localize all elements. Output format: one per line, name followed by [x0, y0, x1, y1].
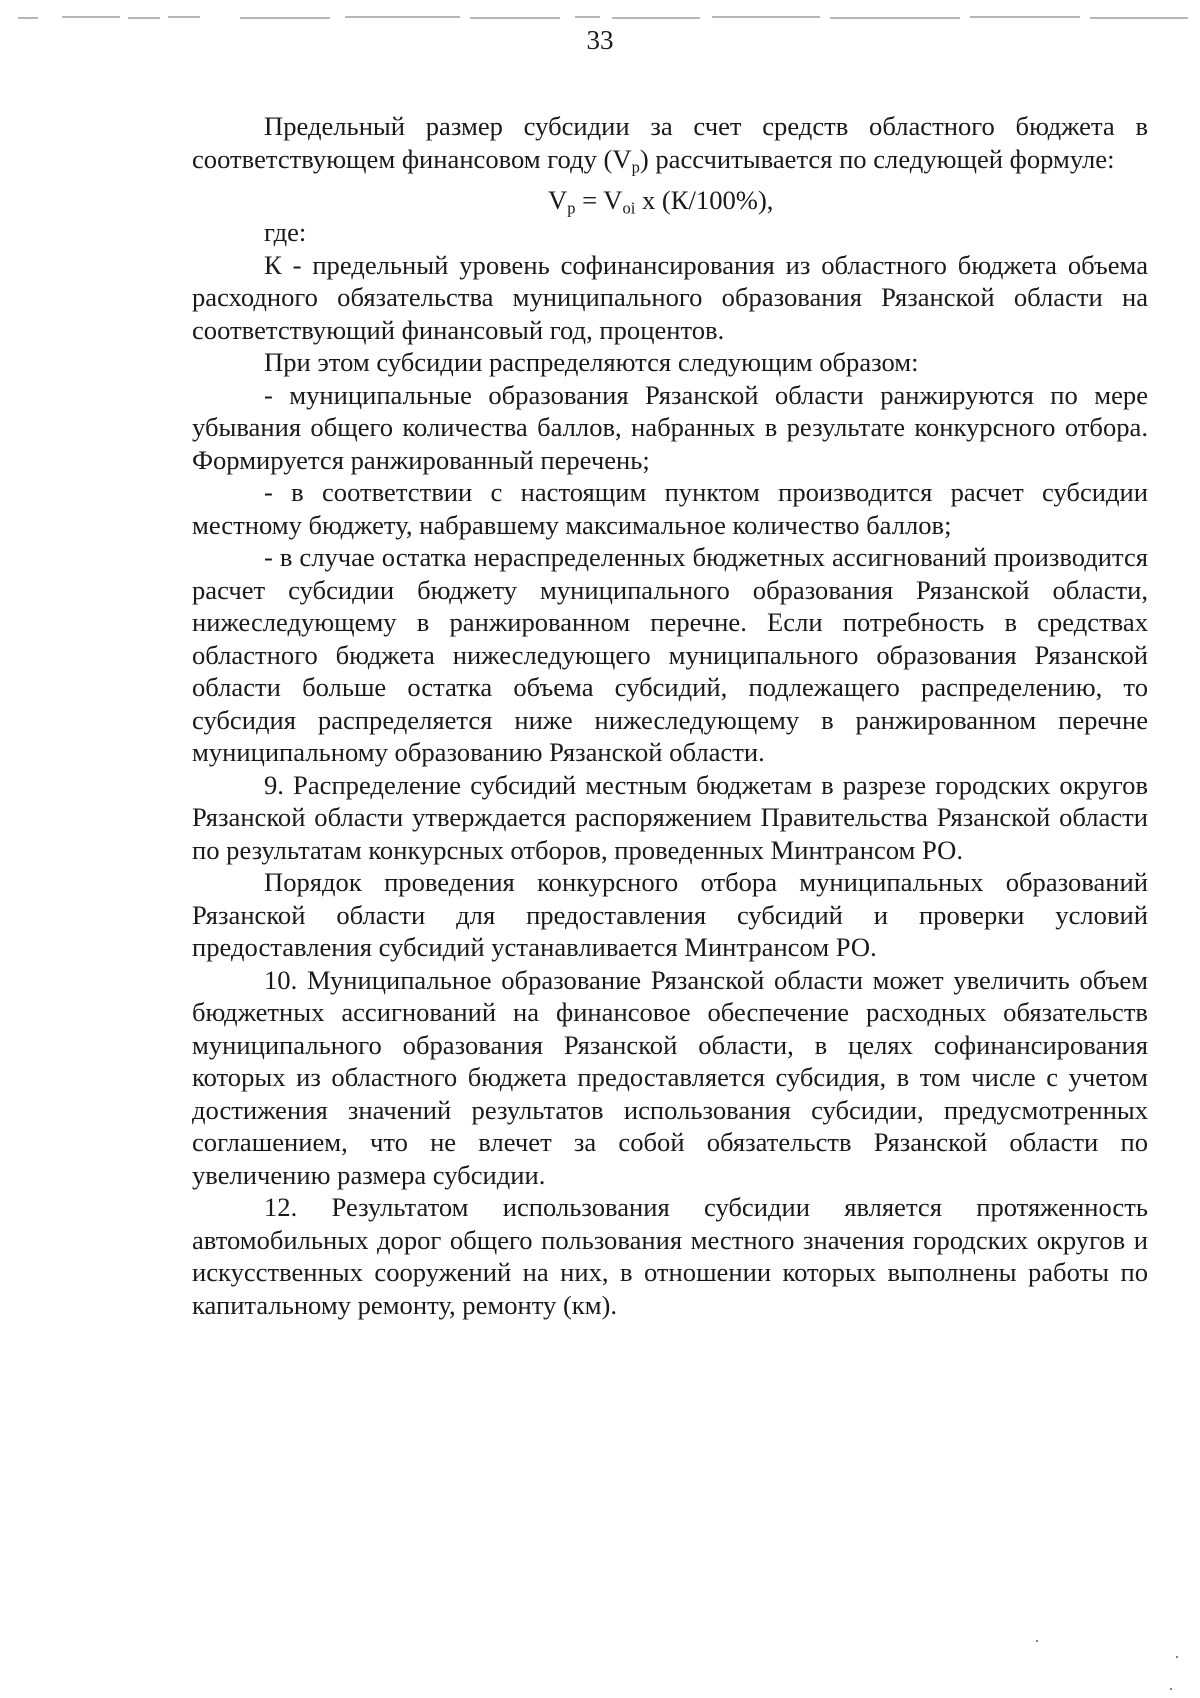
formula-mid: = V — [575, 184, 623, 215]
paragraph-distribution: При этом субсидии распределяются следующим образом: — [264, 347, 919, 378]
item-9: 9. Распределение субсидий местным бюджетам в разрезе городских округов Рязанской области утверждается распоряжением Правительства Рязанской области по результатам конкурсных отборов, проведенных Минтрансом РО. — [192, 769, 1148, 865]
bullet-remainder: - в случае остатка нераспределенных бюджетных ассигнований производится расчет субсидии бюджету муниципального образования Рязанской области, нижеследующему в ранжированном перечне. Если потребность в средствах областного бюджета нижеследующего муниципального образования Рязанской области больше остатка объема субсидий, подлежащего распределению, то субсидия распределяется ниже нижеследующему в ранжированном перечне муниципальному образованию Рязанской области. — [192, 542, 1148, 768]
subsidy-limit-text-start: Предельный размер субсидии за счет средств областного бюджета в соответствующем финансовом году (V — [192, 111, 1148, 174]
formula-rhs: x (К/100%), — [635, 184, 774, 215]
formula — [192, 184, 1148, 217]
formula-lhs: V — [548, 184, 568, 215]
item-10: 10. Муниципальное образование Рязанской области может увеличить объем бюджетных ассигнований на финансовое обеспечение расходных обязательств муниципального образования Рязанской области, в целях софинансирования которых из областного бюджета предоставляется субсидия, в том числе с учетом достижения значений результатов использования субсидии, предусмотренных соглашением, что не влечет за собой обязательств Рязанской области по увеличению размера субсидии. — [192, 964, 1148, 1190]
bullet-ranking: - муниципальные образования Рязанской области ранжируются по мере убывания общего количества баллов, набранных в результате конкурсного отбора. Формируется ранжированный перечень; — [192, 379, 1148, 475]
formula-mid-sub: oi — [622, 198, 636, 218]
paragraph-subsidy-limit — [192, 110, 1148, 184]
scan-edge-noise — [0, 14, 1200, 22]
formula-lhs-sub: p — [567, 198, 576, 218]
paragraph-procedure: Порядок проведения конкурсного отбора муниципальных образований Рязанской области для предоставления субсидий и проверки условий предоставления субсидий устанавливается Минтрансом РО. — [192, 867, 1148, 963]
bullet-max-score: - в соответствии с настоящим пунктом производится расчет субсидии местному бюджету, набравшему максимальное количество баллов; — [192, 477, 1148, 540]
scan-speck — [1176, 1656, 1178, 1658]
paragraph-where: где: — [264, 217, 307, 248]
item-12: 12. Результатом использования субсидии является протяженность автомобильных дорог общего пользования местного значения городских округов и искусственных сооружений на них, в отношении которых выполнены работы по капитальному ремонту, ремонту (км). — [192, 1192, 1148, 1320]
subsidy-limit-subscript: p — [631, 157, 640, 177]
document-body — [192, 110, 1148, 1321]
scan-speck — [1170, 1688, 1172, 1690]
subsidy-limit-text-end: ) рассчитывается по следующей формуле: — [639, 143, 1115, 174]
page-number: 33 — [586, 25, 614, 55]
paragraph-k-definition: К - предельный уровень софинансирования из областного бюджета объема расходного обязательства муниципального образования Рязанской области на соответствующий финансовый год, процентов. — [192, 249, 1148, 345]
scan-speck — [1036, 1640, 1038, 1642]
